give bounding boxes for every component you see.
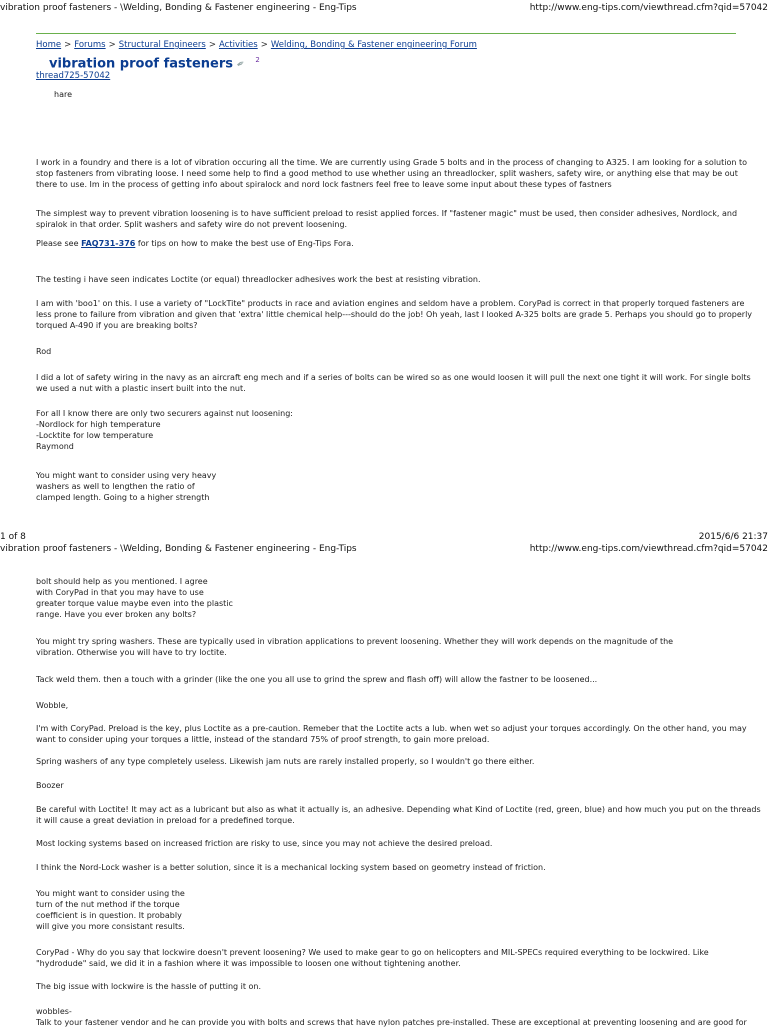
print-header-title: vibration proof fasteners - \Welding, Bonding & Fastener engineering - Eng-Tips <box>0 544 357 554</box>
post <box>36 756 736 767</box>
post-line: clamped length. Going to a higher strength <box>36 493 210 502</box>
post-line: I think the Nord-Lock washer is a better solution, since it is a mechanical locking system based on geometry instead of friction. <box>36 863 546 872</box>
post-line: Talk to your fastener vendor and he can provide you with bolts and screws that have nylon patches pre-installed. These are exceptional at preventing loosening and are good for <box>36 1018 747 1027</box>
faq-link[interactable]: FAQ731-376 <box>81 239 136 248</box>
post-line: I work in a foundry and there is a lot of vibration occuring all the time. We are currently using Grade 5 bolts and in the process of changing to A325. I am looking for a solution to <box>36 158 748 167</box>
share-label[interactable]: hare <box>54 90 73 99</box>
breadcrumb-activities[interactable]: Activities <box>218 40 258 50</box>
post-line: torqued A-490 if you are breaking bolts? <box>36 321 198 330</box>
breadcrumb <box>36 40 477 51</box>
print-header-url[interactable]: http://www.eng-tips.com/viewthread.cfm?qid=57042 <box>529 544 768 554</box>
faq-note <box>36 238 736 249</box>
post-line: will give you more consistant results. <box>36 922 185 931</box>
post-line: CoryPad - Why do you say that lockwire doesn't prevent loosening? We used to make gear to go on helicopters and MIL-SPECs required everything to be lockwired. Like <box>36 948 709 957</box>
post-line: wobbles- <box>36 1007 72 1016</box>
post <box>36 372 751 394</box>
faq-prefix: Please see <box>36 239 82 248</box>
post-line: there to use. Im in the process of getting info about spiralock and nord lock fastners feel free to leave some input about these types of fastners <box>36 180 612 189</box>
paperclip-icon: ✒ <box>234 57 248 72</box>
post <box>36 838 736 849</box>
reply-count[interactable]: 2 <box>255 56 260 64</box>
breadcrumb-home[interactable]: Home <box>36 40 62 50</box>
post-line: You might try spring washers. These are typically used in vibration applications to prevent loosening. Whether they will work depends on the magnitude of the <box>36 637 674 646</box>
post-line: Boozer <box>36 781 64 790</box>
post-line: -Locktite for low temperature <box>36 431 154 440</box>
post <box>36 804 761 826</box>
breadcrumb-structural-engineers[interactable]: Structural Engineers <box>118 40 206 50</box>
post-line: stop fasteners from vibrating loose. I need some help to find a good method to use whether using an threadlocker, split washers, safety wire, or anything else that may be out <box>36 169 738 178</box>
post-line: Tack weld them. then a touch with a grinder (like the one you all use to grind the sprew and flash off) will allow the fastner to be loosened... <box>36 675 598 684</box>
print-header-title: vibration proof fasteners - \Welding, Bonding & Fastener engineering - Eng-Tips <box>0 3 357 13</box>
post <box>36 298 753 331</box>
print-date: 2015/6/6 21:37 <box>698 532 768 542</box>
post-line: Rod <box>36 347 52 356</box>
header-divider <box>36 33 736 34</box>
post-line: vibration. Otherwise you will have to try loctite. <box>36 648 227 657</box>
print-header-url[interactable]: http://www.eng-tips.com/viewthread.cfm?qid=57042 <box>529 3 768 13</box>
post-line: coefficient is in question. It probably <box>36 911 182 920</box>
post <box>36 674 736 685</box>
breadcrumb-separator: > <box>108 40 116 50</box>
breadcrumb-separator: > <box>64 40 72 50</box>
post-signature <box>36 780 736 791</box>
thread-id-link[interactable]: thread725-57042 <box>36 71 111 81</box>
post-line: "hydrodude" said, we did it in a fashion where it was impossible to loosen one without tightening another. <box>36 959 461 968</box>
post-signature <box>36 346 736 357</box>
post <box>36 862 736 873</box>
post-signature <box>36 1006 747 1028</box>
faq-suffix: for tips on how to make the best use of Eng-Tips Fora. <box>135 239 354 248</box>
post-signature <box>36 700 736 711</box>
post-line: The testing i have seen indicates Loctite (or equal) threadlocker adhesives work the best at resisting vibration. <box>36 275 481 284</box>
post-line: You might want to consider using the <box>36 889 185 898</box>
post-line: it will cause a great deviation in preload for a predefined torque. <box>36 816 295 825</box>
post <box>36 157 748 190</box>
post <box>36 981 736 992</box>
post-line: less prone to failure from vibration and given that 'extra' little chemical help---should do the job! Oh yeah, last I looked A-325 bolts are grade 5. Perhaps you should go to properly <box>36 310 753 319</box>
breadcrumb-separator: > <box>260 40 268 50</box>
post-line: Be careful with Loctite! It may act as a lubricant but also as what it actually is, an adhesive. Depending what Kind of Loctite (red, green, blue) and how much you put on the threads <box>36 805 761 814</box>
breadcrumb-separator: > <box>208 40 216 50</box>
thread-title-row <box>49 55 260 70</box>
breadcrumb-forums[interactable]: Forums <box>74 40 106 50</box>
post-line: bolt should help as you mentioned. I agree <box>36 577 208 586</box>
post-line: washers as well to lengthen the ratio of <box>36 482 195 491</box>
post <box>36 408 736 452</box>
post-line: -Nordlock for high temperature <box>36 420 161 429</box>
post <box>36 274 736 285</box>
post <box>36 576 736 620</box>
post-line: with CoryPad in that you may have to use <box>36 588 204 597</box>
post-line: Raymond <box>36 442 74 451</box>
post-line: want to consider uping your torques a little, instead of the standard 75% of proof strength, to gain more preload. <box>36 735 490 744</box>
post-line: You might want to consider using very heavy <box>36 471 217 480</box>
post-line: Spring washers of any type completely useless. Likewish jam nuts are rarely installed properly, so I wouldn't go there either. <box>36 757 535 766</box>
post-line: range. Have you ever broken any bolts? <box>36 610 197 619</box>
post <box>36 947 736 969</box>
post-line: The big issue with lockwire is the hassle of putting it on. <box>36 982 262 991</box>
post <box>36 636 736 658</box>
post-line: I'm with CoryPad. Preload is the key, plus Loctite as a pre-caution. Remeber that the Loctite acts a lub. when wet so adjust your torques accordingly. On the other hand, you may <box>36 724 747 733</box>
post-line: spiralok in that order. Split washers and safety wire do not prevent loosening. <box>36 220 348 229</box>
post-line: For all I know there are only two securers against nut loosening: <box>36 409 293 418</box>
post-line: I did a lot of safety wiring in the navy as an aircraft eng mech and if a series of bolts can be wired so as one would loosen it will pull the next one tight it will work. For single bolts <box>36 373 751 382</box>
post-line: Wobble, <box>36 701 69 710</box>
post-line: Most locking systems based on increased friction are risky to use, since you may not achieve the desired preload. <box>36 839 493 848</box>
post-line: I am with 'boo1' on this. I use a variety of "LockTite" products in race and aviation engines and seldom have a problem. CoryPad is correct in that properly torqued fasteners are <box>36 299 745 308</box>
post-line: turn of the nut method if the torque <box>36 900 180 909</box>
page-number: 1 of 8 <box>0 532 26 542</box>
post <box>36 470 736 503</box>
post <box>36 723 747 745</box>
post-line: we used a nut with a plastic insert built into the nut. <box>36 384 246 393</box>
post-line: The simplest way to prevent vibration loosening is to have sufficient preload to resist applied forces. If "fastener magic" must be used, then consider adhesives, Nordlock, and <box>36 209 738 218</box>
page-title: vibration proof fasteners <box>49 56 233 72</box>
post <box>36 208 736 230</box>
post <box>36 888 736 932</box>
post-line: greater torque value maybe even into the plastic <box>36 599 233 608</box>
breadcrumb-forum[interactable]: Welding, Bonding & Fastener engineering Forum <box>270 40 477 50</box>
